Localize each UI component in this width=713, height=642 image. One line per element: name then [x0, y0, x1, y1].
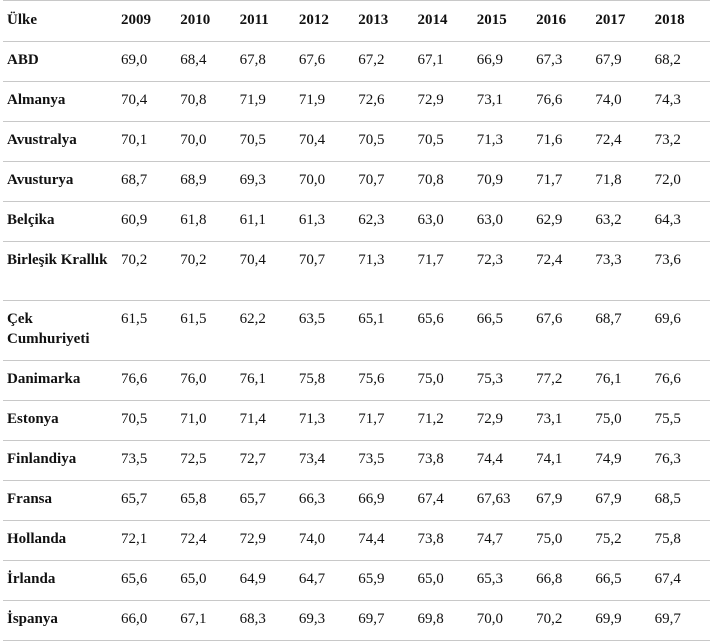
- value-cell: 68,7: [591, 301, 650, 361]
- value-cell: 75,8: [295, 361, 354, 401]
- value-cell: 63,0: [413, 202, 472, 242]
- table-row: [3, 361, 710, 401]
- value-cell: 71,9: [295, 82, 354, 122]
- value-cell: 75,8: [651, 521, 710, 561]
- value-cell: 63,5: [295, 301, 354, 361]
- value-cell: 69,8: [413, 601, 472, 641]
- value-cell: 66,8: [532, 561, 591, 601]
- value-cell: 71,4: [236, 401, 295, 441]
- value-cell: 70,4: [295, 122, 354, 162]
- value-cell: 71,7: [413, 242, 472, 301]
- country-cell: Hollanda: [3, 521, 117, 561]
- value-cell: 74,3: [651, 82, 710, 122]
- country-cell: Birleşik Krallık: [3, 242, 117, 301]
- value-cell: 72,9: [413, 82, 472, 122]
- column-header-year: 2009: [117, 1, 176, 42]
- value-cell: 67,4: [413, 481, 472, 521]
- value-cell: 72,3: [473, 242, 532, 301]
- value-cell: 70,2: [532, 601, 591, 641]
- value-cell: 70,5: [354, 122, 413, 162]
- value-cell: 67,9: [591, 42, 650, 82]
- value-cell: 71,3: [354, 242, 413, 301]
- value-cell: 74,4: [354, 521, 413, 561]
- country-cell: İrlanda: [3, 561, 117, 601]
- value-cell: 69,7: [651, 601, 710, 641]
- value-cell: 75,6: [354, 361, 413, 401]
- value-cell: 70,8: [413, 162, 472, 202]
- country-cell: Danimarka: [3, 361, 117, 401]
- value-cell: 63,2: [591, 202, 650, 242]
- value-cell: 66,5: [473, 301, 532, 361]
- value-cell: 67,3: [532, 42, 591, 82]
- value-cell: 70,2: [176, 242, 235, 301]
- value-cell: 71,3: [473, 122, 532, 162]
- table-row: [3, 42, 710, 82]
- employment-rate-table: [3, 0, 710, 641]
- value-cell: 76,3: [651, 441, 710, 481]
- value-cell: 61,1: [236, 202, 295, 242]
- table-row: [3, 561, 710, 601]
- value-cell: 67,6: [532, 301, 591, 361]
- value-cell: 69,6: [651, 301, 710, 361]
- value-cell: 70,4: [236, 242, 295, 301]
- table-row: [3, 401, 710, 441]
- value-cell: 72,0: [651, 162, 710, 202]
- value-cell: 61,8: [176, 202, 235, 242]
- value-cell: 74,1: [532, 441, 591, 481]
- value-cell: 71,8: [591, 162, 650, 202]
- value-cell: 75,5: [651, 401, 710, 441]
- table-row: [3, 162, 710, 202]
- value-cell: 67,1: [176, 601, 235, 641]
- value-cell: 66,9: [473, 42, 532, 82]
- value-cell: 64,7: [295, 561, 354, 601]
- column-header-year: 2015: [473, 1, 532, 42]
- value-cell: 73,6: [651, 242, 710, 301]
- value-cell: 70,7: [354, 162, 413, 202]
- value-cell: 73,8: [413, 521, 472, 561]
- value-cell: 72,1: [117, 521, 176, 561]
- value-cell: 61,5: [176, 301, 235, 361]
- value-cell: 66,0: [117, 601, 176, 641]
- table-body: [3, 42, 710, 641]
- value-cell: 67,2: [354, 42, 413, 82]
- value-cell: 69,3: [236, 162, 295, 202]
- value-cell: 74,7: [473, 521, 532, 561]
- table-row: [3, 242, 710, 301]
- value-cell: 65,6: [413, 301, 472, 361]
- value-cell: 62,2: [236, 301, 295, 361]
- country-cell: Estonya: [3, 401, 117, 441]
- value-cell: 65,9: [354, 561, 413, 601]
- value-cell: 68,9: [176, 162, 235, 202]
- table-row: [3, 202, 710, 242]
- value-cell: 67,9: [532, 481, 591, 521]
- value-cell: 73,5: [117, 441, 176, 481]
- value-cell: 60,9: [117, 202, 176, 242]
- value-cell: 71,9: [236, 82, 295, 122]
- value-cell: 73,8: [413, 441, 472, 481]
- value-cell: 71,7: [532, 162, 591, 202]
- value-cell: 62,3: [354, 202, 413, 242]
- value-cell: 67,1: [413, 42, 472, 82]
- value-cell: 72,9: [473, 401, 532, 441]
- value-cell: 72,6: [354, 82, 413, 122]
- table-row: [3, 521, 710, 561]
- value-cell: 73,4: [295, 441, 354, 481]
- value-cell: 65,6: [117, 561, 176, 601]
- value-cell: 68,4: [176, 42, 235, 82]
- country-cell: ABD: [3, 42, 117, 82]
- value-cell: 65,8: [176, 481, 235, 521]
- value-cell: 76,1: [591, 361, 650, 401]
- value-cell: 74,4: [473, 441, 532, 481]
- value-cell: 72,7: [236, 441, 295, 481]
- value-cell: 69,3: [295, 601, 354, 641]
- value-cell: 71,7: [354, 401, 413, 441]
- value-cell: 69,0: [117, 42, 176, 82]
- value-cell: 64,3: [651, 202, 710, 242]
- table-row: [3, 301, 710, 361]
- value-cell: 70,5: [413, 122, 472, 162]
- value-cell: 70,8: [176, 82, 235, 122]
- table-row: [3, 441, 710, 481]
- value-cell: 66,9: [354, 481, 413, 521]
- table-row: [3, 122, 710, 162]
- value-cell: 61,3: [295, 202, 354, 242]
- value-cell: 76,0: [176, 361, 235, 401]
- value-cell: 76,6: [532, 82, 591, 122]
- value-cell: 69,9: [591, 601, 650, 641]
- column-header-year: 2014: [413, 1, 472, 42]
- value-cell: 66,5: [591, 561, 650, 601]
- column-header-year: 2012: [295, 1, 354, 42]
- table-row: [3, 481, 710, 521]
- value-cell: 76,6: [117, 361, 176, 401]
- value-cell: 74,0: [591, 82, 650, 122]
- value-cell: 67,4: [651, 561, 710, 601]
- value-cell: 72,4: [176, 521, 235, 561]
- value-cell: 75,0: [591, 401, 650, 441]
- value-cell: 65,7: [117, 481, 176, 521]
- column-header-year: 2013: [354, 1, 413, 42]
- value-cell: 65,0: [413, 561, 472, 601]
- value-cell: 71,3: [295, 401, 354, 441]
- value-cell: 70,9: [473, 162, 532, 202]
- value-cell: 65,7: [236, 481, 295, 521]
- value-cell: 68,7: [117, 162, 176, 202]
- value-cell: 76,6: [651, 361, 710, 401]
- value-cell: 67,9: [591, 481, 650, 521]
- value-cell: 66,3: [295, 481, 354, 521]
- country-cell: Çek Cumhuriyeti: [3, 301, 117, 361]
- value-cell: 71,2: [413, 401, 472, 441]
- value-cell: 70,4: [117, 82, 176, 122]
- table-row: [3, 82, 710, 122]
- value-cell: 68,5: [651, 481, 710, 521]
- value-cell: 73,2: [651, 122, 710, 162]
- value-cell: 71,6: [532, 122, 591, 162]
- table-header-row: [3, 1, 710, 42]
- value-cell: 68,3: [236, 601, 295, 641]
- value-cell: 73,1: [473, 82, 532, 122]
- value-cell: 70,5: [236, 122, 295, 162]
- value-cell: 73,1: [532, 401, 591, 441]
- value-cell: 77,2: [532, 361, 591, 401]
- value-cell: 64,9: [236, 561, 295, 601]
- country-cell: İspanya: [3, 601, 117, 641]
- value-cell: 68,2: [651, 42, 710, 82]
- value-cell: 71,0: [176, 401, 235, 441]
- value-cell: 73,5: [354, 441, 413, 481]
- value-cell: 69,7: [354, 601, 413, 641]
- value-cell: 70,0: [295, 162, 354, 202]
- value-cell: 72,4: [532, 242, 591, 301]
- value-cell: 70,5: [117, 401, 176, 441]
- value-cell: 65,0: [176, 561, 235, 601]
- value-cell: 70,2: [117, 242, 176, 301]
- value-cell: 61,5: [117, 301, 176, 361]
- table-row: [3, 601, 710, 641]
- value-cell: 67,6: [295, 42, 354, 82]
- value-cell: 75,0: [532, 521, 591, 561]
- value-cell: 73,3: [591, 242, 650, 301]
- value-cell: 65,1: [354, 301, 413, 361]
- country-cell: Fransa: [3, 481, 117, 521]
- column-header-year: 2018: [651, 1, 710, 42]
- value-cell: 70,1: [117, 122, 176, 162]
- country-cell: Avustralya: [3, 122, 117, 162]
- value-cell: 75,2: [591, 521, 650, 561]
- value-cell: 70,7: [295, 242, 354, 301]
- column-header-year: 2016: [532, 1, 591, 42]
- value-cell: 72,9: [236, 521, 295, 561]
- country-cell: Belçika: [3, 202, 117, 242]
- value-cell: 75,3: [473, 361, 532, 401]
- country-cell: Avusturya: [3, 162, 117, 202]
- value-cell: 74,0: [295, 521, 354, 561]
- value-cell: 63,0: [473, 202, 532, 242]
- country-cell: Finlandiya: [3, 441, 117, 481]
- value-cell: 75,0: [413, 361, 472, 401]
- value-cell: 62,9: [532, 202, 591, 242]
- value-cell: 67,8: [236, 42, 295, 82]
- country-cell: Almanya: [3, 82, 117, 122]
- column-header-country: Ülke: [3, 1, 117, 42]
- value-cell: 70,0: [473, 601, 532, 641]
- value-cell: 65,3: [473, 561, 532, 601]
- value-cell: 74,9: [591, 441, 650, 481]
- value-cell: 67,63: [473, 481, 532, 521]
- value-cell: 70,0: [176, 122, 235, 162]
- value-cell: 76,1: [236, 361, 295, 401]
- column-header-year: 2010: [176, 1, 235, 42]
- value-cell: 72,4: [591, 122, 650, 162]
- column-header-year: 2017: [591, 1, 650, 42]
- column-header-year: 2011: [236, 1, 295, 42]
- value-cell: 72,5: [176, 441, 235, 481]
